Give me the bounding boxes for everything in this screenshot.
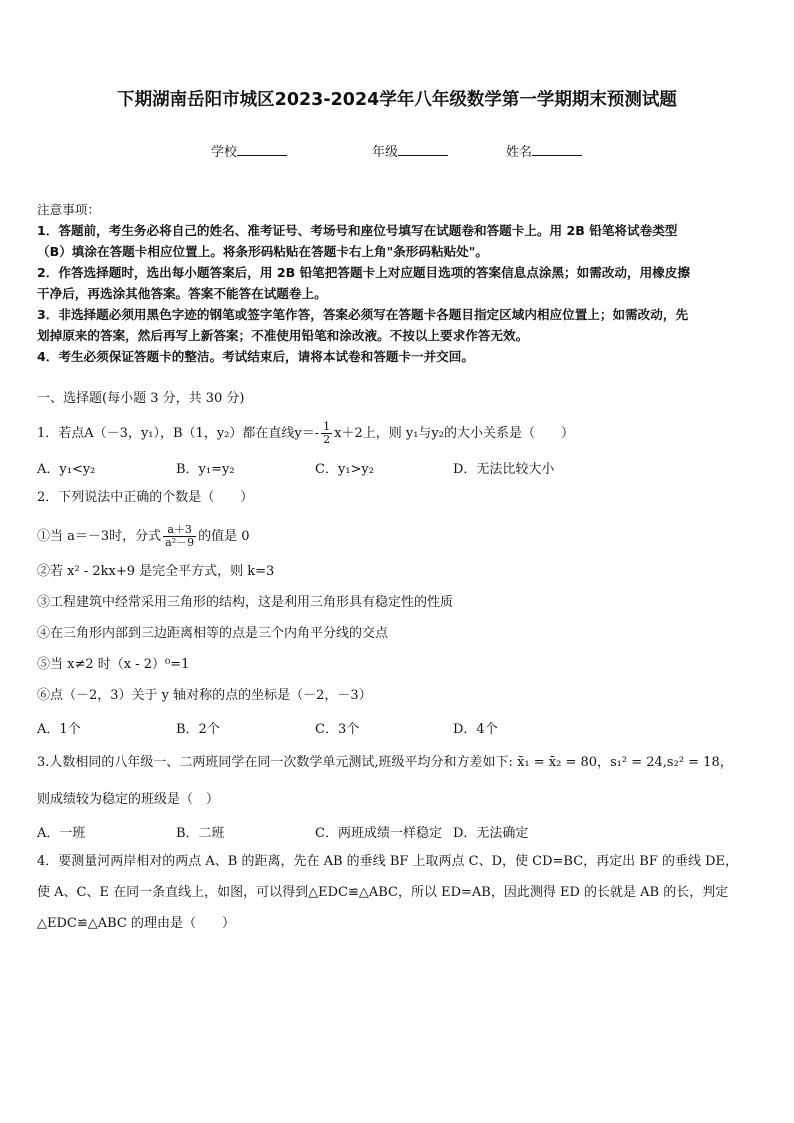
q2-frac-den: a²－9: [165, 536, 195, 549]
q2-statement-2: ②若 x² - 2kx+9 是完全平方式，则 k=3: [37, 564, 275, 579]
q1-frac-num: 1: [323, 420, 331, 433]
school-field: [211, 141, 287, 160]
q2-statement-6: ⑥点（－2，3）关于 y 轴对称的点的坐标是（－2，－3）: [37, 688, 372, 703]
grade-label: 年级: [372, 145, 399, 160]
q3-option-c[interactable]: C．两班成绩一样稳定: [315, 826, 442, 841]
q2-statement-5: ⑤当 x≠2 时（x - 2）⁰=1: [37, 657, 190, 672]
notice-line: 1．答题前，考生务必将自己的姓名、准考证号、考场号和座位号填写在试题卷和答题卡上。用 2B 铅笔将试卷类型: [37, 223, 678, 238]
q1-option-d[interactable]: D．无法比较大小: [453, 462, 555, 477]
q1-line-rhs: x＋2上，则 y₁与y₂的大小关系是（ ）: [334, 426, 574, 441]
q1-line-lhs: y＝-: [294, 426, 320, 441]
school-label: 学校: [211, 145, 238, 160]
question-4-line-1: 4．要测量河两岸相对的两点 A、B 的距离，先在 AB 的垂线 BF 上取两点 C、D，使 CD=BC，再定出 BF 的垂线 DE，: [37, 854, 739, 869]
question-4-line-2: 使 A、C、E 在同一条直线上，如图，可以得到△EDC≌△ABC，所以 ED=AB，因此测得 ED 的长就是 AB 的长，判定: [37, 885, 729, 900]
section-heading: 一、选择题(每小题 3 分，共 30 分): [37, 391, 245, 406]
q3-stats: x̄₁ = x̄₂ = 80，s₁² = 24,s₂² = 18，: [517, 755, 733, 770]
page-title: 下期湖南岳阳市城区2023-2024学年八年级数学第一学期期末预测试题: [117, 90, 677, 110]
q1-frac-den: 2: [323, 433, 331, 446]
q1-fraction: [321, 421, 332, 446]
q1-option-b[interactable]: B．y₁=y₂: [176, 462, 235, 477]
q3-option-b[interactable]: B．二班: [176, 826, 225, 841]
q2-s1-pre: ①当 a＝－3时，分式: [37, 529, 162, 544]
q2-statement-3: ③工程建筑中经常采用三角形的结构，这是利用三角形具有稳定性的性质: [37, 595, 454, 610]
q1-point-b: B（1，y₂）都在直线: [173, 426, 295, 441]
q1-prefix: 1．若点: [37, 426, 85, 441]
q2-s1-post: 的值是 0: [198, 529, 250, 544]
q3-stem-text: 3.人数相同的八年级一、二两班同学在同一次数学单元测试,班级平均分和方差如下:: [37, 755, 518, 770]
q2-statement-4: ④在三角形内部到三边距离相等的点是三个内角平分线的交点: [37, 626, 389, 641]
notice-line: 3．非选择题必须用黑色字迹的钢笔或签字笔作答，答案必须写在答题卡各题目指定区域内相应位置上；如需改动，先: [37, 307, 689, 322]
question-4-line-3: △EDC≌△ABC 的理由是（ ）: [37, 916, 236, 931]
q2-option-c[interactable]: C．3个: [315, 722, 360, 737]
notice-line: 4．考生必须保证答题卡的整洁。考试结束后，请将本试卷和答题卡一并交回。: [37, 349, 474, 364]
notice-line: （B）填涂在答题卡相应位置上。将条形码粘贴在答题卡右上角"条形码粘贴处"。: [37, 244, 488, 259]
name-label: 姓名: [506, 145, 533, 160]
question-2-stem: 2．下列说法中正确的个数是（ ）: [37, 490, 254, 505]
q2-fraction: [163, 524, 196, 549]
grade-field: [372, 141, 448, 160]
q2-option-b[interactable]: B．2个: [176, 722, 220, 737]
q3-line-2: 则成绩较为稳定的班级是（ ）: [37, 792, 220, 807]
notice-line: 2．作答选择题时，选出每小题答案后，用 2B 铅笔把答题卡上对应题目选项的答案信息点涂黑；如需改动，用橡皮擦: [37, 265, 690, 280]
school-blank[interactable]: [237, 143, 287, 156]
notice-line: 干净后，再选涂其他答案。答案不能答在试题卷上。: [37, 286, 327, 301]
q3-option-a[interactable]: A．一班: [37, 826, 86, 841]
q3-option-d[interactable]: D．无法确定: [453, 826, 529, 841]
q1-point-a: A（－3，y₁），: [84, 426, 173, 441]
name-field: [506, 141, 582, 160]
question-1-stem: [37, 421, 574, 446]
q2-frac-num: a＋3: [163, 524, 196, 537]
name-blank[interactable]: [532, 143, 582, 156]
question-3-stem: [37, 754, 733, 772]
q1-option-a[interactable]: A．y₁<y₂: [37, 462, 96, 477]
notice-line: 划掉原来的答案，然后再写上新答案；不准使用铅笔和涂改液。不按以上要求作答无效。: [37, 328, 529, 343]
q2-option-d[interactable]: D．4个: [453, 722, 498, 737]
notice-heading: 注意事项：: [37, 202, 100, 217]
q2-option-a[interactable]: A．1个: [37, 722, 81, 737]
q2-statement-1: [37, 524, 250, 549]
grade-blank[interactable]: [398, 143, 448, 156]
q1-option-c[interactable]: C．y₁>y₂: [315, 462, 374, 477]
